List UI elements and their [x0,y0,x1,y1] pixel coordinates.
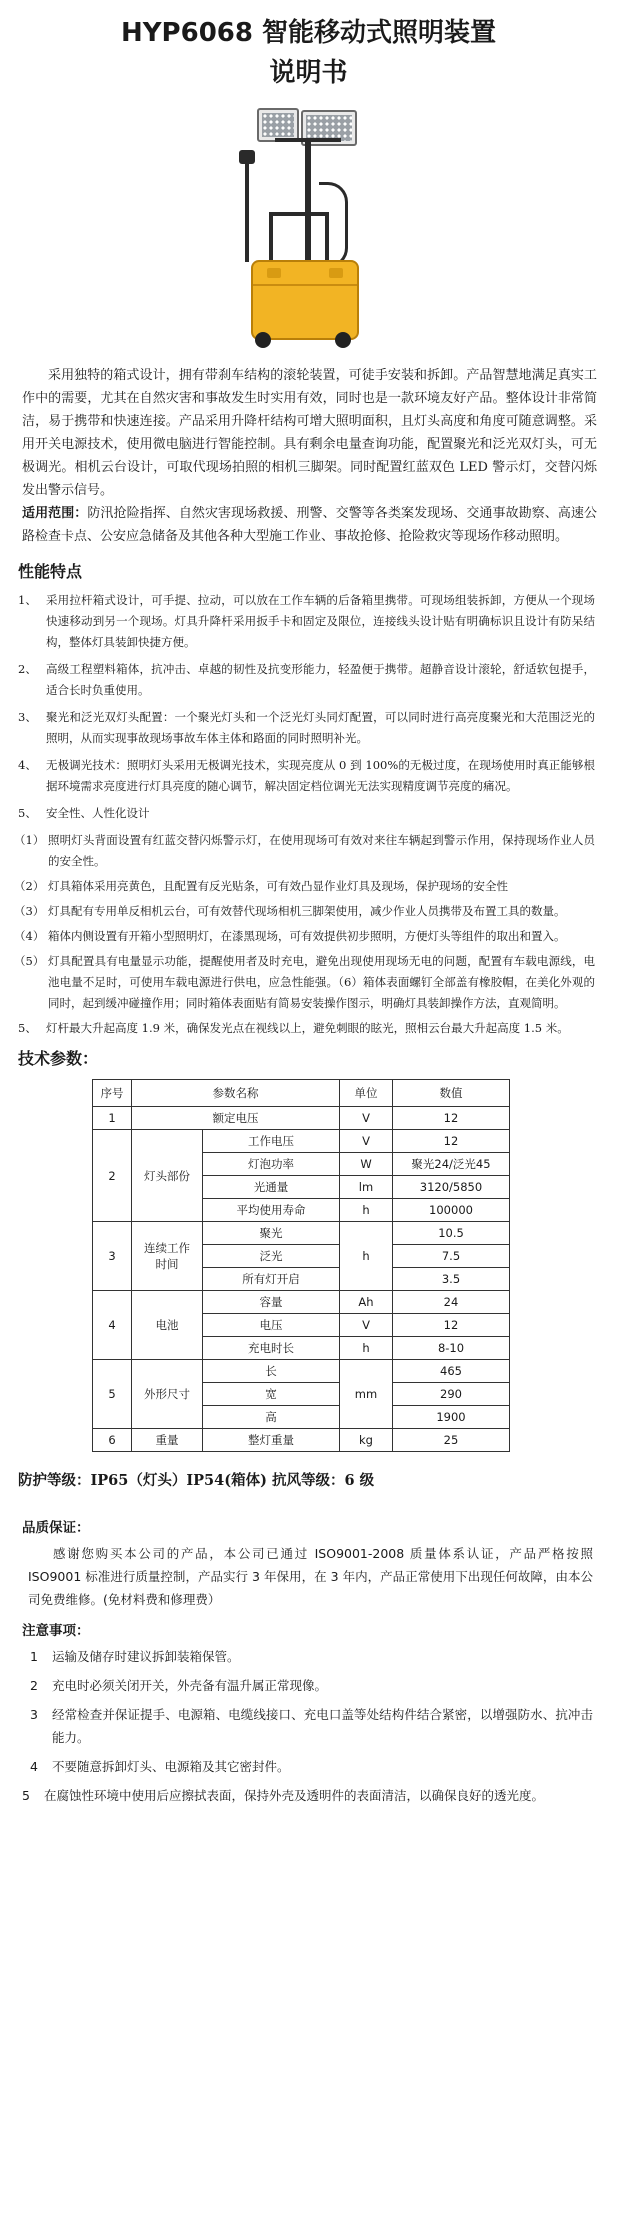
cell-unit: W [340,1153,393,1176]
spec-table [92,1079,510,1452]
sub-item-num: （1） [14,833,45,847]
sub-item-text: 照明灯头背面设置有红蓝交替闪烁警示灯，在使用现场可有效对来往车辆起到警示作用，保持现场作业人员的安全性。 [48,833,595,868]
power-cable [319,182,348,268]
spec-heading: 技术参数： [18,1049,99,1068]
cell-value: 8-10 [393,1337,510,1360]
feature-item [8,755,609,797]
intro-paragraph: 采用独特的箱式设计，拥有带刹车结构的滚轮装置，可徒手安装和拆卸。产品智慧地满足真实工作中的需要，尤其在自然灾害和事故发生时实用有效，同时也是一款环境友好产品。整体设计非常简洁，易于携带和快速连接。产品采用升降杆结构可增大照明面积，且灯头高度和角度可随意调整。采用开关电源技术，使用微电脑进行智能控制。具有剩余电量查询功能，配置聚光和泛光双灯头，可无极调光。相机云台设计，可取代现场拍照的相机三脚架。同时配置红蓝双色 LED 警示灯，交替闪烁发出警示信号。 [22,368,597,498]
wheel-left [255,332,271,348]
note-item [8,1755,609,1778]
cell-unit: h [340,1199,393,1222]
cell-group: 灯头部份 [132,1130,203,1222]
cell-name: 工作电压 [203,1130,340,1153]
feature-item [8,1018,609,1039]
cell-no: 2 [93,1130,132,1222]
scope-text: 防汛抢险指挥、自然灾害现场救援、刑警、交警等各类案发现场、交通事故勘察、高速公路检查卡点、公安应急储备及其他各种大型施工作业、事故抢修、抢险救灾等现场作移动照明。 [22,506,597,544]
cell-no: 1 [93,1107,132,1130]
sub-item-text: 箱体内侧设置有开箱小型照明灯，在漆黑现场，可有效提供初步照明，方便灯头等组件的取出和置入。 [48,929,566,943]
cell-value: 465 [393,1360,510,1383]
cell-name: 光通量 [203,1176,340,1199]
cell-no: 5 [93,1360,132,1429]
cell-value: 3.5 [393,1268,510,1291]
cell-name: 泛光 [203,1245,340,1268]
note-item [8,1674,609,1697]
features-heading: 性能特点 [18,562,83,581]
cell-group: 电池 [132,1291,203,1360]
sub-item-text: 灯具箱体采用亮黄色，且配置有反光贴条，可有效凸显作业灯具及现场，保护现场的安全性 [48,879,508,893]
cell-unit: V [340,1107,393,1130]
feature-text: 聚光和泛光双灯头配置：一个聚光灯头和一个泛光灯头同灯配置，可以同时进行高亮度聚光和大范围泛光的照明，从而实现事故现场事故车体主体和路面的同时照明补光。 [46,710,595,745]
cell-unit: V [340,1314,393,1337]
manual-page [0,14,617,2236]
cell-no: 3 [93,1222,132,1291]
camera-pole [245,162,249,262]
cell-value: 12 [393,1107,510,1130]
feature-num: 5、 [18,1021,37,1035]
cell-value: 24 [393,1291,510,1314]
cell-no: 4 [93,1291,132,1360]
feature-sub-item [8,901,609,922]
wheel-right [335,332,351,348]
feature-sub-item [8,926,609,947]
cell-no: 6 [93,1429,132,1452]
cell-unit: lm [340,1176,393,1199]
trolley-handle-right [325,212,329,262]
cell-name: 平均使用寿命 [203,1199,340,1222]
cell-value: 3120/5850 [393,1176,510,1199]
document-subtitle: 说明书 [269,58,348,88]
cell-value: 25 [393,1429,510,1452]
cell-name: 所有灯开启 [203,1268,340,1291]
cell-name: 电压 [203,1314,340,1337]
case-seam [253,284,357,286]
cell-group: 外形尺寸 [132,1360,203,1429]
note-text: 不要随意拆卸灯头、电源箱及其它密封件。 [52,1759,290,1774]
cell-name: 宽 [203,1383,340,1406]
document-title: HYP6068 智能移动式照明装置 [120,18,497,48]
sub-item-num: （3） [14,904,45,918]
table-header-row [93,1080,510,1107]
feature-num: 5、 [18,806,37,820]
col-value: 数值 [393,1080,510,1107]
feature-sub-item [8,830,609,872]
cell-value: 7.5 [393,1245,510,1268]
note-item [8,1645,609,1668]
note-item [8,1703,609,1749]
cell-unit: h [340,1337,393,1360]
note-num: 4 [30,1759,38,1774]
sub-item-text: 灯具配有专用单反相机云台，可有效替代现场相机三脚架使用，减少作业人员携带及布置工具的数量。 [48,904,566,918]
protection-rating: 防护等级：IP65（灯头）IP54(箱体) 抗风等级：6 级 [18,1472,375,1489]
table-row [93,1429,510,1452]
cell-unit: Ah [340,1291,393,1314]
lamp-bracket [275,138,341,142]
cell-value: 10.5 [393,1222,510,1245]
feature-item [8,707,609,749]
feature-num: 3、 [18,710,37,724]
lamp-head-left [257,108,299,142]
feature-sub-item [8,951,609,1014]
scope-label: 适用范围： [22,506,88,521]
feature-item [8,590,609,653]
note-text: 经常检查并保证提手、电源箱、电缆线接口、充电口盖等处结构件结合紧密，以增强防水、抗冲击能力。 [52,1707,593,1745]
note-num: 2 [30,1678,38,1693]
warranty-text: 感谢您购买本公司的产品，本公司已通过 ISO9001-2008 质量体系认证，产品严格按照 ISO9001 标准进行质量控制，产品实行 3 年保用，在 3 年内，产品正常使用下出现任何故障，由本公司免费维修。(免材料费和修理费） [28,1546,593,1607]
notes-heading: 注意事项： [22,1623,90,1639]
feature-text: 采用拉杆箱式设计，可手提、拉动，可以放在工作车辆的后备箱里携带。可现场组装拆卸，方便从一个现场快速移动到另一个现场。灯具升降杆采用扳手卡和固定及限位，连接线头设计贴有明确标识且设计有防呆结构，整体灯具装卸快捷方便。 [46,593,595,649]
cell-name: 整灯重量 [203,1429,340,1452]
cell-value: 12 [393,1130,510,1153]
feature-text: 安全性、人性化设计 [46,806,150,820]
table-row [93,1222,510,1245]
case-body [251,260,359,340]
cell-group: 连续工作时间 [132,1222,203,1291]
feature-text: 灯杆最大升起高度 1.9 米，确保发光点在视线以上，避免刺眼的眩光，照相云台最大升起高度 1.5 米。 [46,1021,569,1035]
feature-text: 高级工程塑料箱体，抗冲击、卓越的韧性及抗变形能力，轻盈便于携带。超静音设计滚轮，舒适软包提手，适合长时负重使用。 [46,662,595,697]
lamp-pole [305,142,311,262]
sub-item-text: 灯具配置具有电量显示功能，提醒使用者及时充电，避免出现使用现场无电的问题，配置有车载电源线，电池电量不足时，可使用车载电源进行供电，应急性能强。（6）箱体表面螺钉全部盖有橡胶帽，在美化外观的同时，起到缓冲碰撞作用；同时箱体表面贴有简易安装操作图示，明确灯具装卸操作方法，直观简明。 [48,954,595,1010]
feature-num: 1、 [18,593,37,607]
trolley-handle [269,212,329,216]
sub-item-num: （5） [14,954,45,968]
cell-unit: V [340,1130,393,1153]
col-unit: 单位 [340,1080,393,1107]
warranty-heading: 品质保证： [22,1520,90,1536]
cell-name: 灯泡功率 [203,1153,340,1176]
cell-unit: kg [340,1429,393,1452]
cell-name: 高 [203,1406,340,1429]
case-latch-left [267,268,281,278]
note-num: 3 [30,1707,38,1722]
feature-num: 2、 [18,662,37,676]
table-row [93,1130,510,1153]
cell-group: 重量 [132,1429,203,1452]
note-num: 1 [30,1649,38,1664]
table-row [93,1291,510,1314]
trolley-handle-left [269,212,273,262]
cell-unit: mm [340,1360,393,1429]
cell-name: 额定电压 [132,1107,340,1130]
cell-name: 长 [203,1360,340,1383]
cell-name: 充电时长 [203,1337,340,1360]
table-row [93,1107,510,1130]
note-text: 充电时必须关闭开关，外壳备有温升属正常现像。 [52,1678,328,1693]
sub-item-num: （2） [14,879,45,893]
feature-text: 无极调光技术：照明灯头采用无极调光技术，实现亮度从 0 到 100%的无极过度，在现场使用时真正能够根据环境需求亮度进行灯具亮度的随心调节，解决固定档位调光无法实现精度调节亮度的痛况。 [46,758,595,793]
scope-paragraph [8,502,609,548]
cell-value: 290 [393,1383,510,1406]
note-num: 5 [22,1788,30,1803]
feature-item [8,659,609,701]
cell-unit: h [340,1222,393,1291]
cell-name: 聚光 [203,1222,340,1245]
note-text: 在腐蚀性环境中使用后应擦拭表面，保持外壳及透明件的表面清洁，以确保良好的透光度。 [44,1788,545,1803]
cell-value: 聚光24/泛光45 [393,1153,510,1176]
feature-item [8,803,609,824]
product-illustration [189,102,429,352]
note-text: 运输及储存时建议拆卸装箱保管。 [52,1649,240,1664]
sub-item-num: （4） [14,929,45,943]
cell-value: 12 [393,1314,510,1337]
table-row [93,1360,510,1383]
cell-value: 1900 [393,1406,510,1429]
cell-value: 100000 [393,1199,510,1222]
col-name: 参数名称 [132,1080,340,1107]
feature-num: 4、 [18,758,37,772]
note-item [8,1784,609,1807]
col-no: 序号 [93,1080,132,1107]
case-latch-right [329,268,343,278]
cell-name: 容量 [203,1291,340,1314]
feature-sub-item [8,876,609,897]
